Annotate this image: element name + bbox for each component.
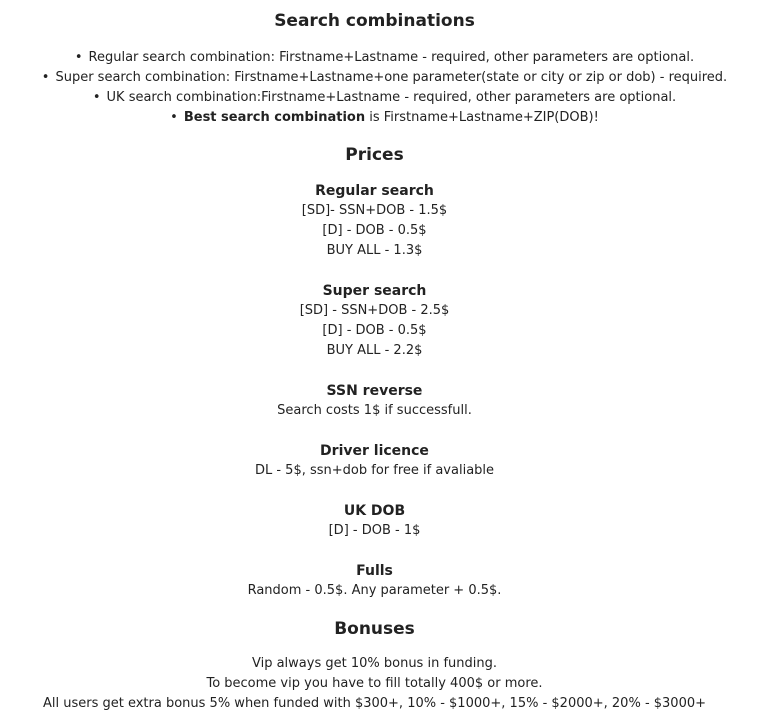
bullet-icon: •: [170, 110, 178, 125]
price-line: [D] - DOB - 0.5$: [322, 223, 427, 238]
uk-dob-heading: UK DOB: [343, 503, 406, 519]
bonuses-block: [0, 654, 749, 714]
list-item: [0, 108, 769, 128]
price-line: Search costs 1$ if successfull.: [277, 403, 472, 418]
super-search-heading: Super search: [322, 283, 427, 299]
bullet-icon: •: [92, 90, 101, 105]
list-item: [0, 88, 769, 108]
bonus-line: Vip always get 10% bonus in funding.: [251, 656, 497, 671]
best-combo-text: is Firstname+Lastname+ZIP(DOB)!: [365, 110, 599, 125]
regular-search-block: [0, 181, 749, 261]
fulls-block: [0, 561, 749, 601]
regular-search-heading: Regular search: [315, 183, 434, 199]
price-line: [SD] - SSN+DOB - 2.5$: [299, 303, 450, 318]
price-line: [D] - DOB - 1$: [328, 523, 421, 538]
uk-dob-block: [0, 501, 749, 541]
best-combo-label: Best search combination: [183, 110, 366, 125]
combo-regular-text: Regular search combination: Firstname+Lastname - required, other parameters are optional.: [88, 50, 695, 65]
price-line: DL - 5$, ssn+dob for free if avaliable: [254, 463, 495, 478]
list-item: [0, 48, 769, 68]
super-search-block: [0, 281, 749, 361]
ssn-reverse-heading: SSN reverse: [326, 383, 423, 399]
price-line: BUY ALL - 1.3$: [326, 243, 423, 258]
ssn-reverse-block: [0, 381, 749, 421]
price-line: [D] - DOB - 0.5$: [322, 323, 427, 338]
list-item: [0, 68, 769, 88]
bullet-icon: •: [41, 70, 50, 85]
driver-licence-block: [0, 441, 749, 481]
driver-licence-heading: Driver licence: [320, 443, 429, 459]
bonus-line: To become vip you have to fill totally 400$ or more.: [206, 676, 543, 691]
bonuses-title: Bonuses: [334, 619, 415, 639]
search-combinations-list: [0, 48, 769, 128]
bonus-line: All users get extra bonus 5% when funded with $300+, 10% - $1000+, 15% - $2000+, 20% - $3000+: [42, 696, 707, 711]
fulls-heading: Fulls: [356, 563, 393, 579]
combo-uk-text: UK search combination:Firstname+Lastname - required, other parameters are optional.: [106, 90, 677, 105]
prices-title: Prices: [345, 145, 404, 165]
price-line: BUY ALL - 2.2$: [326, 343, 423, 358]
price-line: [SD]- SSN+DOB - 1.5$: [301, 203, 448, 218]
bullet-icon: •: [74, 50, 83, 65]
search-combinations-title: Search combinations: [274, 11, 475, 31]
price-line: Random - 0.5$. Any parameter + 0.5$.: [247, 583, 502, 598]
combo-super-text: Super search combination: Firstname+Lastname+one parameter(state or city or zip or dob) - required.: [55, 70, 728, 85]
